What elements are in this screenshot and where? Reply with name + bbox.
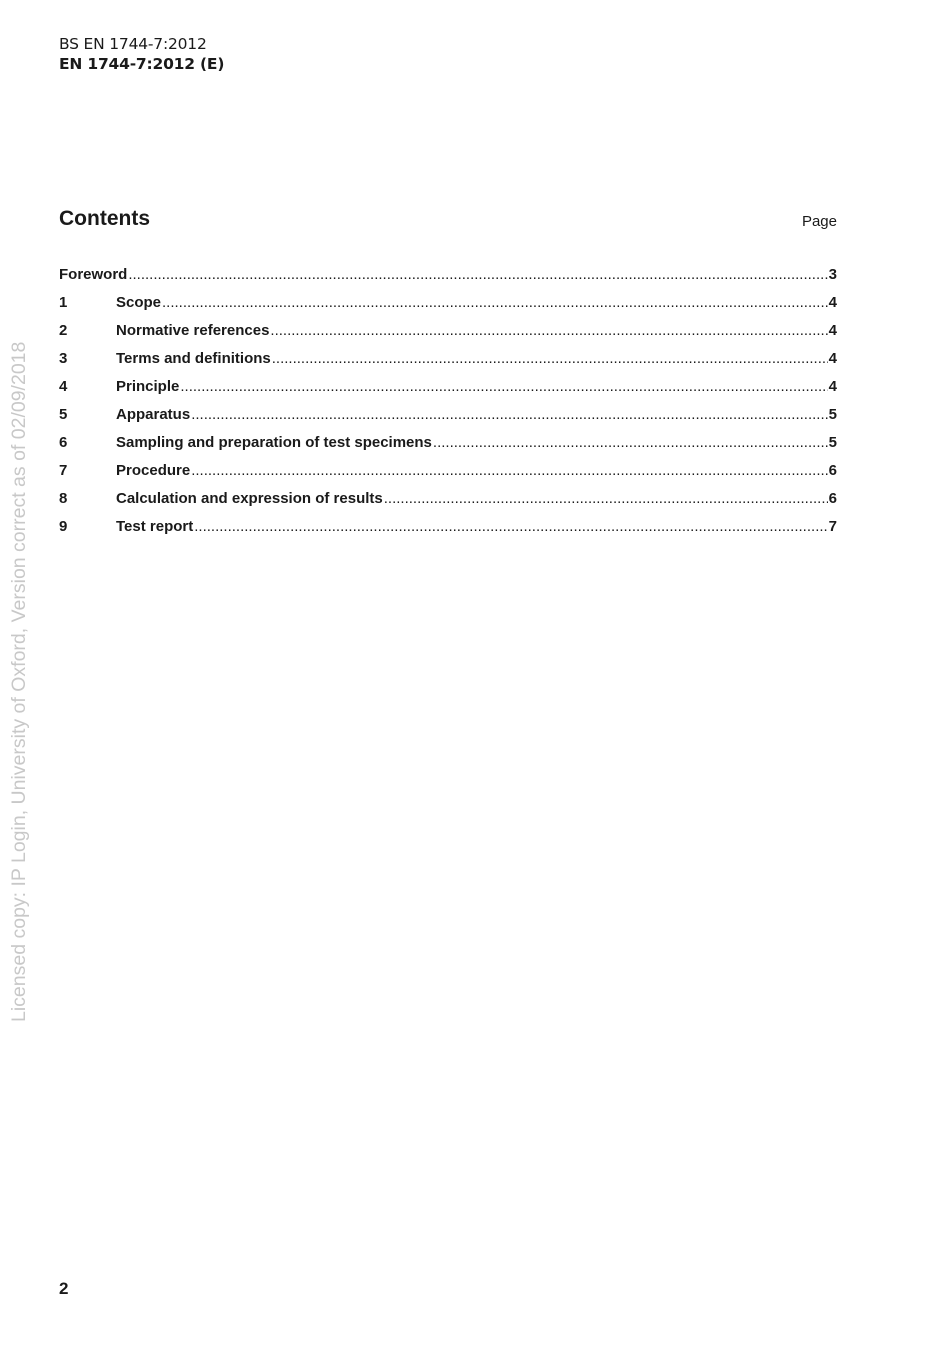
toc-entry-normative-references[interactable] — [59, 322, 837, 350]
toc-leader-dots — [180, 378, 827, 395]
toc-leader-dots — [384, 490, 828, 507]
page-number: 2 — [59, 1279, 69, 1298]
toc-leader-dots — [194, 518, 827, 535]
toc-entry-title: Normative references — [116, 322, 270, 339]
toc-entry-page: 4 — [828, 322, 837, 339]
toc-entry-title: Foreword — [59, 266, 128, 283]
page-column-label: Page — [801, 213, 837, 230]
toc-leader-dots — [162, 294, 828, 311]
toc-entry-title: Test report — [116, 518, 194, 535]
toc-entry-page: 4 — [828, 350, 837, 367]
toc-entry-test-report[interactable] — [59, 518, 837, 546]
toc-entry-page: 4 — [828, 378, 837, 395]
toc-entry-principle[interactable] — [59, 378, 837, 406]
toc-entry-page: 6 — [828, 490, 837, 507]
toc-entry-page: 4 — [828, 294, 837, 311]
toc-entry-page: 7 — [828, 518, 837, 535]
toc-entry-sampling[interactable] — [59, 434, 837, 462]
toc-entry-number: 9 — [59, 518, 68, 535]
toc-entry-apparatus[interactable] — [59, 406, 837, 434]
toc-entry-page: 3 — [828, 266, 837, 283]
standard-reference-en: EN 1744-7:2012 (E) — [59, 55, 225, 73]
toc-entry-number: 8 — [59, 490, 68, 507]
toc-entry-title: Principle — [116, 378, 180, 395]
toc-entry-page: 6 — [828, 462, 837, 479]
toc-entry-scope[interactable] — [59, 294, 837, 322]
toc-leader-dots — [191, 462, 827, 479]
table-of-contents — [59, 266, 837, 546]
toc-entry-foreword[interactable] — [59, 266, 837, 294]
toc-entry-number: 1 — [59, 294, 68, 311]
contents-heading: Contents — [59, 207, 150, 230]
toc-entry-page: 5 — [828, 434, 837, 451]
toc-entry-number: 2 — [59, 322, 68, 339]
toc-leader-dots — [191, 406, 827, 423]
toc-leader-dots — [270, 322, 827, 339]
toc-entry-title: Calculation and expression of results — [116, 490, 383, 507]
toc-leader-dots — [272, 350, 828, 367]
toc-entry-procedure[interactable] — [59, 462, 837, 490]
standard-reference-bs: BS EN 1744-7:2012 — [59, 35, 207, 53]
toc-entry-number: 3 — [59, 350, 68, 367]
license-watermark: Licensed copy: IP Login, University of Oxford, Version correct as of 02/09/2018 — [8, 341, 30, 1022]
toc-entry-page: 5 — [828, 406, 837, 423]
toc-entry-title: Procedure — [116, 462, 191, 479]
toc-entry-title: Terms and definitions — [116, 350, 271, 367]
toc-entry-number: 4 — [59, 378, 68, 395]
toc-entry-number: 5 — [59, 406, 68, 423]
toc-entry-title: Apparatus — [116, 406, 191, 423]
toc-entry-number: 7 — [59, 462, 68, 479]
toc-entry-number: 6 — [59, 434, 68, 451]
toc-leader-dots — [128, 266, 827, 283]
toc-entry-terms-and-definitions[interactable] — [59, 350, 837, 378]
toc-entry-calculation[interactable] — [59, 490, 837, 518]
toc-leader-dots — [433, 434, 828, 451]
toc-entry-title: Scope — [116, 294, 162, 311]
toc-entry-title: Sampling and preparation of test specimens — [116, 434, 432, 451]
